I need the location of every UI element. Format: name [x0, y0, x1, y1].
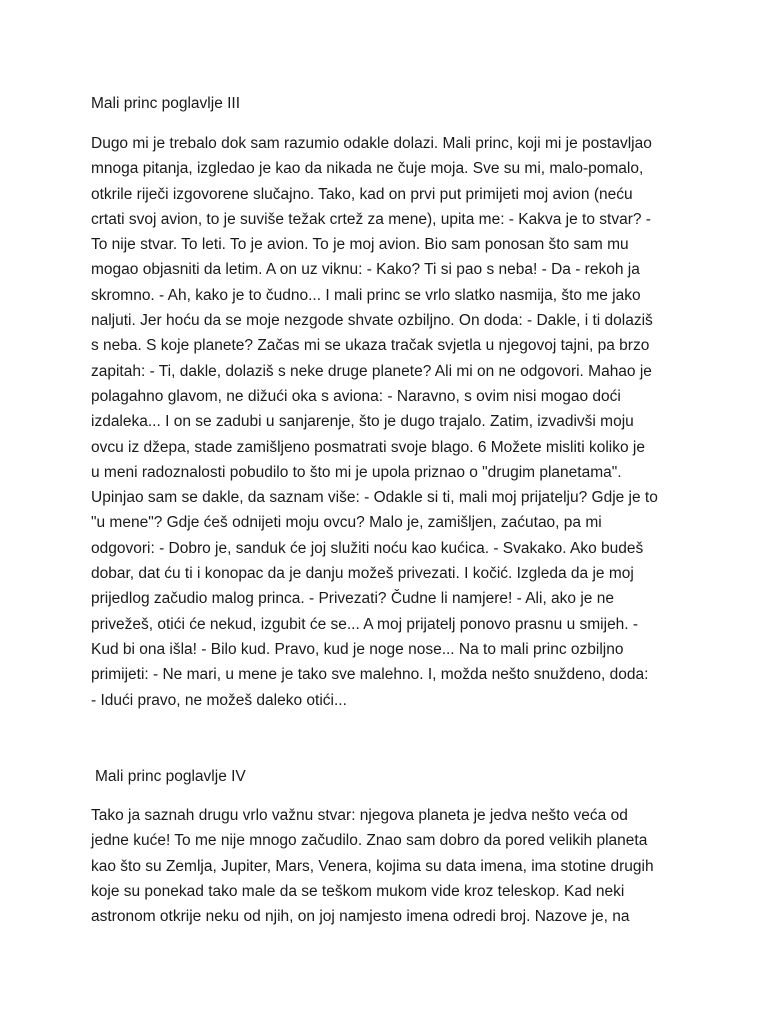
text-line: zapitah: - Ti, dakle, dolaziš s neke druge planete? Ali mi on ne odgovori. Mahao je — [91, 362, 652, 380]
text-line: prijedlog začudio malog princa. - Privezati? Čudne li namjere! - Ali, ako je ne — [91, 590, 614, 608]
text-line: naljuti. Jer hoću da se moje nezgode shvate ozbiljno. On doda: - Dakle, i ti dolaziš — [91, 312, 653, 330]
text-line: mogao objasniti da letim. A on uz viknu: - Kako? Ti si pao s neba! - Da - rekoh ja — [91, 261, 640, 279]
text-line: u meni radoznalosti pobudilo to što mi je upola priznao o "drugim planetama". — [91, 463, 622, 481]
text-line: To nije stvar. To leti. To je avion. To je moj avion. Bio sam ponosan što sam mu — [91, 236, 629, 254]
text-line: Dugo mi je trebalo dok sam razumio odakle dolazi. Mali princ, koji mi je postavljao — [91, 135, 652, 152]
text-line: dobar, dat ću ti i konopac da je danju možeš privezati. I kočić. Izgleda da je moj — [91, 565, 634, 583]
text-line: privežeš, otići će nekud, izgubit će se... A moj prijatelj ponovo prasnu u smijeh. - — [91, 615, 639, 633]
text-line: mnoga pitanja, izgledao je kao da nikada ne čuje moja. Sve su mi, malo-pomalo, — [91, 160, 644, 178]
text-line: ovcu iz džepa, stade zamišljeno posmatrati svoje blago. 6 Možete misliti koliko je — [91, 438, 645, 456]
text-line: Tako ja saznah drugu vrlo važnu stvar: njegova planeta je jedva nešto veća od — [91, 807, 628, 824]
chapter-3-heading: Mali princ poglavlje III — [91, 95, 241, 112]
text-line: s neba. S koje planete? Začas mi se ukaza tračak svjetla u njegovoj tajni, pa brzo — [91, 337, 650, 355]
text-line: Kud bi ona išla! - Bilo kud. Pravo, kud je noge nose... Na to mali princ ozbiljno — [91, 640, 624, 658]
text-line: izdaleka... I on se zadubi u sanjarenje, što je dugo trajalo. Zatim, izvadivši moju — [91, 413, 634, 431]
chapter-4-paragraph — [91, 803, 654, 929]
text-line: - Idući pravo, ne možeš daleko otići... — [91, 691, 347, 709]
text-line: kao što su Zemlja, Jupiter, Mars, Venera, kojima su data imena, ima stotine drugih — [91, 857, 654, 875]
text-line: crtati svoj avion, to je suviše težak crtež za mene), upita me: - Kakva je to stvar? - — [91, 210, 651, 228]
chapter-4-heading: Mali princ poglavlje IV — [95, 768, 246, 785]
text-line: astronom otkrije neku od njih, on joj namjesto imena odredi broj. Nazove je, na — [91, 908, 630, 926]
text-line: polagahno glavom, ne dižući oka s aviona: - Naravno, s ovim nisi mogao doći — [91, 387, 621, 405]
text-line: skromno. - Ah, kako je to čudno... I mali princ se vrlo slatko nasmija, što me jako — [91, 286, 641, 304]
chapter-3-paragraph — [91, 131, 658, 713]
text-line: Upinjao sam se dakle, da saznam više: - Odakle si ti, mali moj prijatelju? Gdje je to — [91, 489, 658, 507]
text-line: "u mene"? Gdje ćeš odnijeti moju ovcu? Malo je, zamišljen, zaćutao, pa mi — [91, 514, 602, 532]
text-line: odgovori: - Dobro je, sanduk će joj služiti noću kao kućica. - Svakako. Ako budeš — [91, 539, 644, 557]
text-line: otkrile riječi izgovorene slučajno. Tako, kad on prvi put primijeti moj avion (neću — [91, 185, 633, 203]
text-line: primijeti: - Ne mari, u mene je tako sve malehno. I, možda nešto snuždeno, doda: — [91, 666, 649, 684]
text-line: jedne kuće! To me nije mnogo začudilo. Znao sam dobro da pored velikih planeta — [91, 832, 648, 850]
text-line: koje su ponekad tako male da se teškom mukom vide kroz teleskop. Kad neki — [91, 882, 625, 900]
